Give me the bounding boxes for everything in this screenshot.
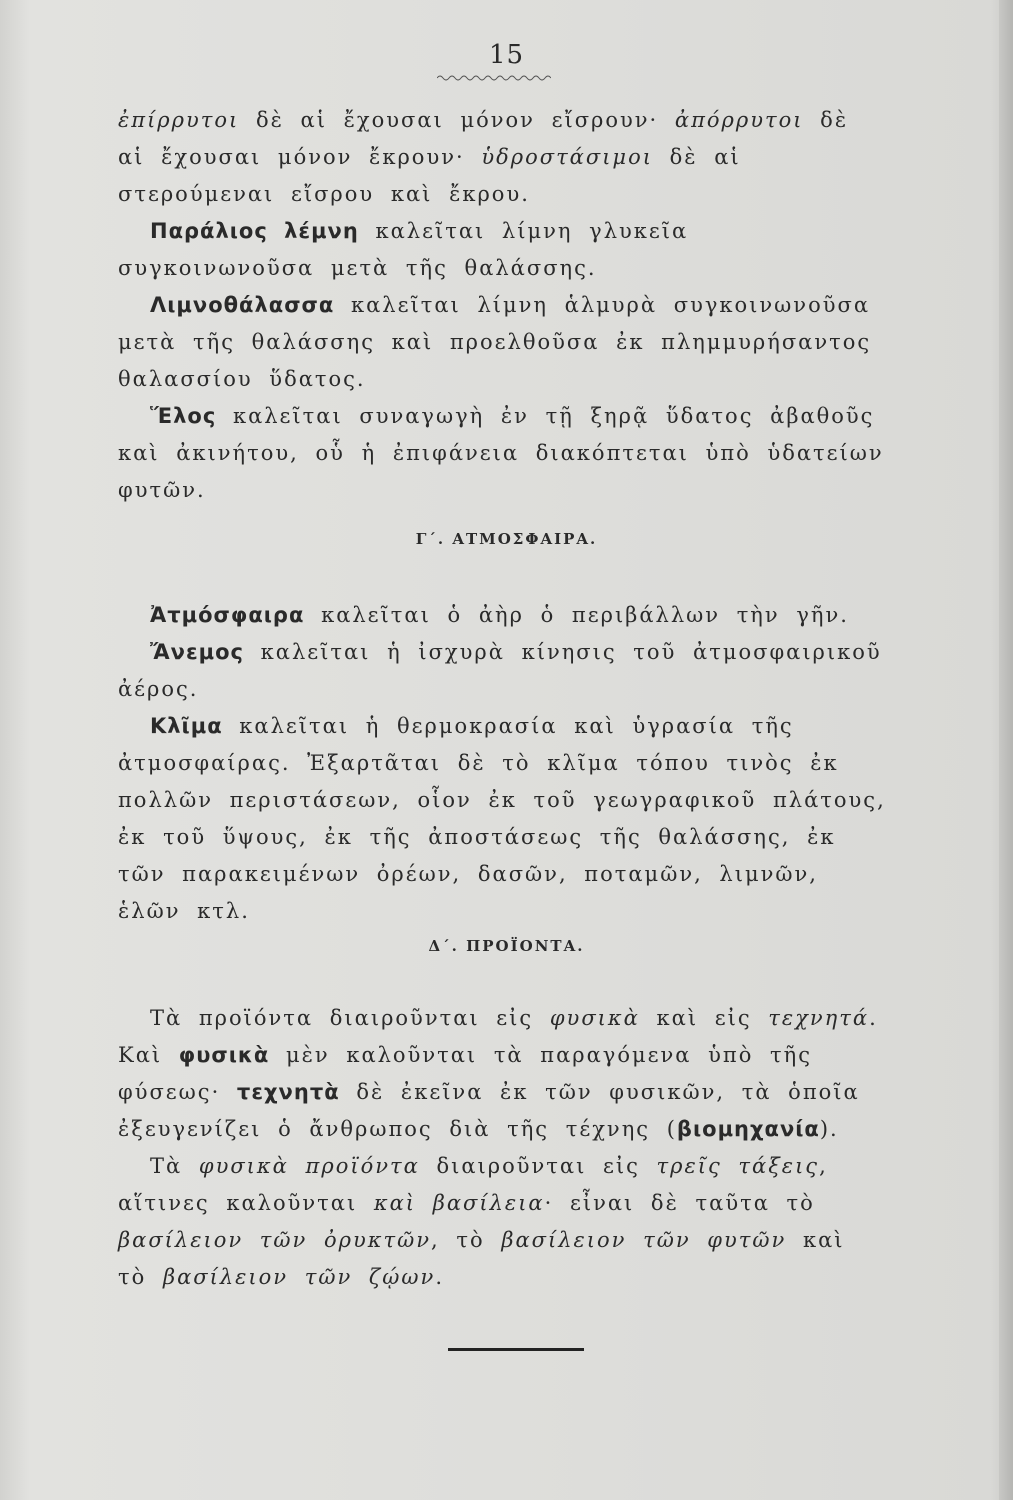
term-viomichania: βιομηχανία	[676, 1117, 820, 1141]
term-treis-taxeis: τρεῖς τάξεις	[656, 1154, 820, 1178]
section-waters	[118, 102, 888, 509]
term-fysika-bold: φυσικὰ	[178, 1043, 270, 1067]
text-span: Τὰ	[150, 1154, 199, 1178]
term-technita: τεχνητά	[768, 1006, 870, 1030]
heading-atmosphere: Γ΄. ΑΤΜΟΣΦΑΙΡΑ.	[415, 530, 598, 548]
text-span: καλεῖται ὁ ἀὴρ ὁ περιβάλλων τὴν γῆν.	[304, 603, 849, 627]
paragraph-products-division	[118, 1000, 888, 1148]
term-hydrostasimoi: ὑδροστάσιμοι	[464, 145, 653, 169]
term-paralios-limni: Παράλιος λέμνη	[150, 219, 359, 243]
text-span: καλεῖται συναγωγὴ ἐν τῇ ξηρᾷ ὕδατος ἀβαθοῦς καὶ ἀκινήτου, οὗ ἡ ἐπιφάνεια διακόπτεται ὑπὸ ὑδατείων φυτῶν.	[118, 404, 884, 502]
text-span: δὲ αἱ ἔχουσαι μόνον ἔκρουν·	[118, 108, 849, 169]
term-anemos: Ἄνεμος	[150, 640, 244, 664]
paragraph-wind	[118, 634, 888, 708]
term-elos: Ἕλος	[150, 404, 217, 428]
text-span: διαιροῦνται εἰς	[419, 1154, 657, 1178]
section-products	[118, 1000, 888, 1296]
term-fysika-proionta: φυσικὰ προϊόντα	[198, 1154, 420, 1178]
paragraph-coastal-lake	[118, 213, 888, 287]
paragraph-climate	[118, 708, 888, 930]
term-fysika: φυσικὰ	[549, 1006, 640, 1030]
text-span: δὲ αἱ στερούμεναι εἴσρου καὶ ἔκρου.	[118, 145, 741, 206]
text-span: καὶ τὸ	[118, 1228, 845, 1289]
decorative-wave-rule	[437, 74, 551, 82]
text-span: καλεῖται λίμνη ἁλμυρὰ συγκοινωνοῦσα μετὰ τῆς θαλάσσης καὶ προελθοῦσα ἐκ πλημμυρήσαντος θαλασσίου ὕδατος.	[118, 293, 872, 391]
paragraph-lake-types	[118, 102, 888, 213]
heading-products: Δ΄. ΠΡΟΪΟΝΤΑ.	[428, 937, 585, 955]
term-limnothalassa: Λιμνοθάλασσα	[150, 293, 335, 317]
term-technita-bold: τεχνητὰ	[236, 1080, 340, 1104]
page-number: 15	[488, 40, 525, 70]
paragraph-kingdoms	[118, 1148, 888, 1296]
section-atmosphere	[118, 597, 888, 930]
term-epirrutoi: ἐπίρρυτοι	[118, 108, 240, 132]
text-span: δὲ ἐκεῖνα ἐκ τῶν φυσικῶν, τὰ ὁποῖα ἐξευγενίζει ὁ ἄνθρωπος διὰ τῆς τέχνης (	[118, 1080, 860, 1141]
page-edge	[999, 0, 1013, 1500]
text-span: . Καὶ	[118, 1006, 878, 1067]
term-vasileia: καὶ βασίλεια	[373, 1191, 545, 1215]
text-span: , τὸ	[431, 1228, 502, 1252]
text-span: , αἵτινες καλοῦνται	[118, 1154, 828, 1215]
text-span: καλεῖται ἡ θερμοκρασία καὶ ὑγρασία τῆς ἀτμοσφαίρας. Ἐξαρτᾶται δὲ τὸ κλῖμα τόπου τινὸς ἐκ πολλῶν περιστάσεων, οἷον ἐκ τοῦ γεωγραφικοῦ πλάτους, ἐκ τοῦ ὕψους, ἐκ τῆς ἀποστάσεως τῆς θαλάσσης, ἐκ τῶν παρακειμένων ὀρέων, δασῶν, ποταμῶν, λιμνῶν, ἑλῶν κτλ.	[118, 714, 886, 923]
text-span: μὲν καλοῦνται τὰ παραγόμενα ὑπὸ τῆς φύσεως·	[118, 1043, 812, 1104]
text-span: δὲ αἱ ἔχουσαι μόνον εἴσρουν·	[239, 108, 659, 132]
paragraph-marsh	[118, 398, 888, 509]
text-span: καλεῖται λίμνη γλυκεῖα συγκοινωνοῦσα μετὰ τῆς θαλάσσης.	[118, 219, 689, 280]
text-span: καὶ εἰς	[639, 1006, 769, 1030]
text-span: καλεῖται ἡ ἰσχυρὰ κίνησις τοῦ ἀτμοσφαιρικοῦ ἀέρος.	[118, 640, 882, 701]
text-span: ).	[819, 1117, 839, 1141]
paragraph-lagoon	[118, 287, 888, 398]
term-klima: Κλῖμα	[150, 714, 223, 738]
term-kingdom-animals: βασίλειον τῶν ζῴων	[162, 1265, 436, 1289]
paragraph-atmosphere	[118, 597, 888, 634]
end-rule	[448, 1348, 584, 1351]
term-kingdom-plants: βασίλειον τῶν φυτῶν	[501, 1228, 787, 1252]
term-aporrutoi: ἀπόρρυτοι	[658, 108, 804, 132]
term-kingdom-minerals: βασίλειον τῶν ὀρυκτῶν	[118, 1228, 432, 1252]
text-span: .	[435, 1265, 444, 1289]
term-atmosfaira: Ἀτμόσφαιρα	[150, 603, 305, 627]
text-span: · εἶναι δὲ ταῦτα τὸ	[544, 1191, 815, 1215]
text-span: Τὰ προϊόντα διαιροῦνται εἰς	[150, 1006, 550, 1030]
